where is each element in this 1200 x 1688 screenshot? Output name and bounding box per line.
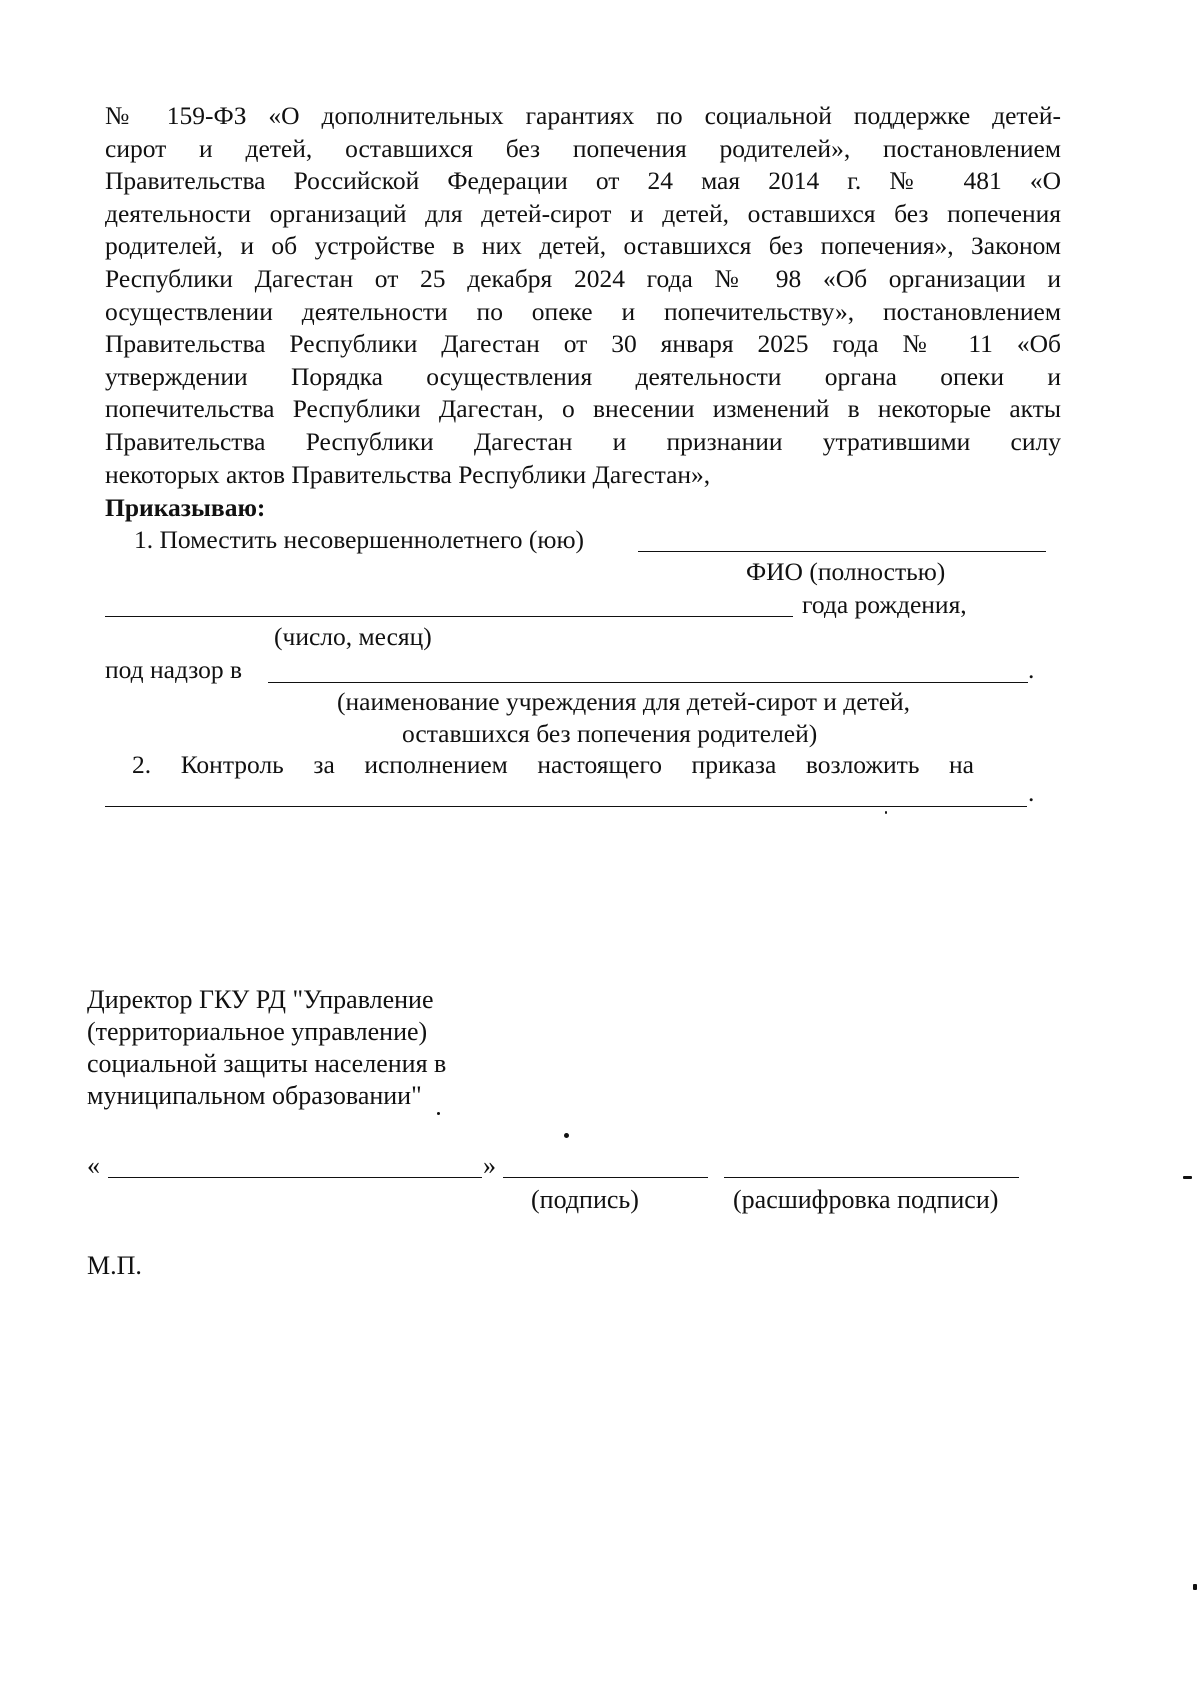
position-line: социальной защиты населения в <box>87 1049 447 1078</box>
institution-blank-field[interactable] <box>268 682 1028 683</box>
body-line: Правительства Республики Дагестан и признании утратившими силу <box>105 426 1061 456</box>
legal-basis-paragraph <box>105 100 1061 491</box>
body-line: сирот и детей, оставшихся без попечения родителей», постановлением <box>105 133 1061 163</box>
fio-blank-field[interactable] <box>638 551 1046 552</box>
signature-blank-field[interactable] <box>503 1177 708 1178</box>
body-line: осуществлении деятельности по опеке и попечительству», постановлением <box>105 296 1061 326</box>
decryption-caption: (расшифровка подписи) <box>733 1185 999 1214</box>
body-line: № 159-ФЗ «О дополнительных гарантиях по социальной поддержке детей- <box>105 101 1061 130</box>
period-mark: . <box>1028 655 1035 684</box>
scan-speck <box>437 1112 440 1115</box>
date-blank-field[interactable] <box>108 1177 482 1178</box>
body-line: Правительства Республики Дагестан от 30 января 2025 года № 11 «Об <box>105 329 1061 359</box>
signature-caption: (подпись) <box>531 1185 639 1214</box>
body-line: утверждении Порядка осуществления деятельности органа опеки и <box>105 361 1061 391</box>
decryption-blank-field[interactable] <box>724 1177 1019 1178</box>
institution-caption-2: оставшихся без попечения родителей) <box>402 719 818 748</box>
item2-text: 2. Контроль за исполнением настоящего приказа возложить на <box>132 750 974 779</box>
item1-text: 1. Поместить несовершеннолетнего (юю) <box>134 525 584 554</box>
position-line: (территориальное управление) <box>87 1017 428 1046</box>
stamp-label: М.П. <box>87 1251 142 1280</box>
body-line: Правительства Российской Федерации от 24 мая 2014 г. № 481 «О <box>105 166 1061 196</box>
body-line: некоторых актов Правительства Республики Дагестан», <box>105 459 711 489</box>
scan-speck <box>885 811 887 814</box>
scan-speck <box>1183 1176 1192 1179</box>
birthdate-blank-field[interactable] <box>105 616 793 617</box>
supervision-prefix: под надзор в <box>105 655 243 684</box>
period-mark: . <box>1028 778 1035 807</box>
body-line: попечительства Республики Дагестан, о внесении изменений в некоторые акты <box>105 394 1061 424</box>
fio-caption: ФИО (полностью) <box>746 557 946 586</box>
birth-suffix: года рождения, <box>802 590 967 619</box>
body-line: родителей, и об устройстве в них детей, оставшихся без попечения», Законом <box>105 231 1061 261</box>
position-line: Директор ГКУ РД "Управление <box>87 985 434 1014</box>
order-heading: Приказываю: <box>105 493 266 522</box>
quote-close: » <box>483 1151 496 1180</box>
date-caption: (число, месяц) <box>274 622 432 651</box>
responsible-blank-field[interactable] <box>105 806 1027 807</box>
body-line: Республики Дагестан от 25 декабря 2024 года № 98 «Об организации и <box>105 263 1061 293</box>
scan-speck <box>1193 1584 1197 1590</box>
body-line: деятельности организаций для детей-сирот и детей, оставшихся без попечения <box>105 198 1061 228</box>
position-line: муниципальном образовании" <box>87 1081 422 1110</box>
institution-caption-1: (наименование учреждения для детей-сирот и детей, <box>337 687 911 716</box>
scan-speck <box>564 1133 569 1138</box>
quote-open: « <box>87 1151 100 1180</box>
